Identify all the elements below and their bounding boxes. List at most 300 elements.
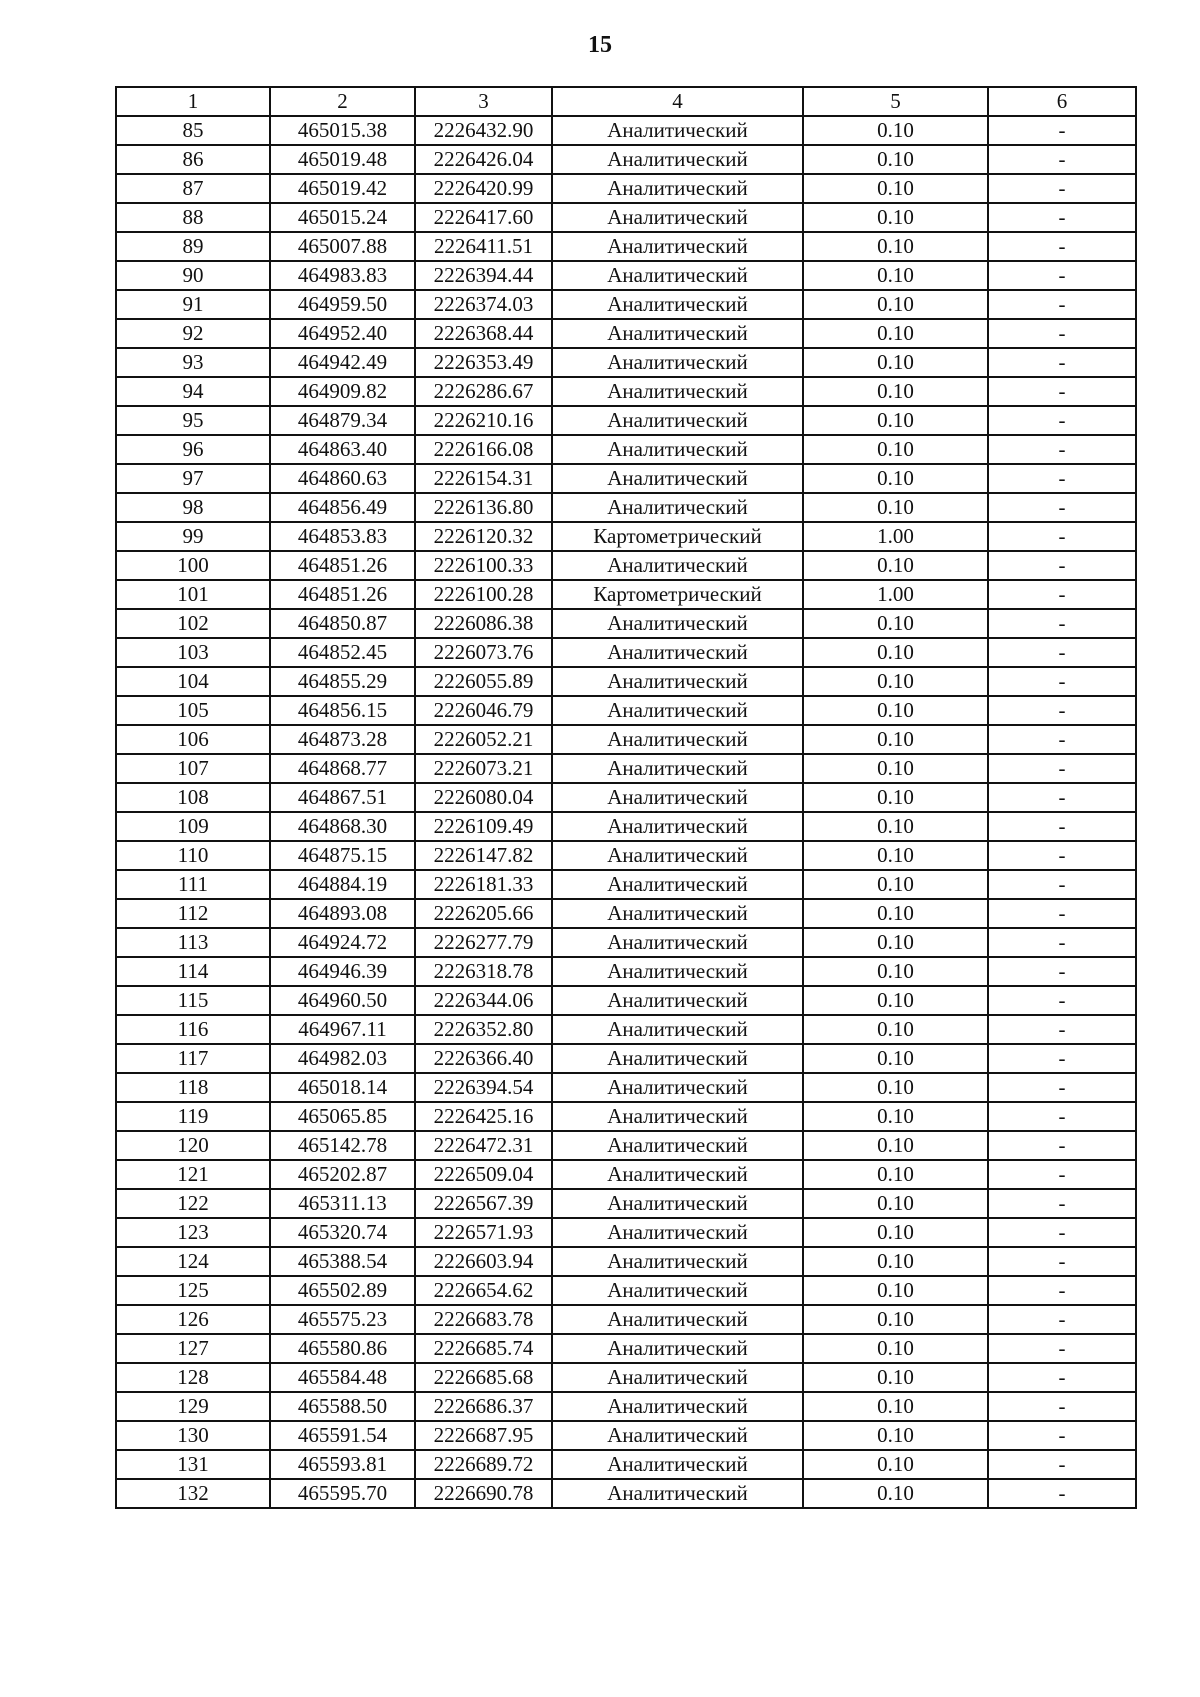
point-number-cell: 108	[116, 783, 270, 812]
note-cell: -	[988, 377, 1136, 406]
x-coordinate-cell: 465065.85	[270, 1102, 415, 1131]
x-coordinate-cell: 465591.54	[270, 1421, 415, 1450]
point-number-cell: 95	[116, 406, 270, 435]
method-cell: Аналитический	[552, 1044, 803, 1073]
table-row	[116, 638, 1136, 667]
x-coordinate-cell: 464868.77	[270, 754, 415, 783]
x-coordinate-cell: 465588.50	[270, 1392, 415, 1421]
y-coordinate-cell: 2226052.21	[415, 725, 552, 754]
method-cell: Аналитический	[552, 1160, 803, 1189]
point-number-cell: 91	[116, 290, 270, 319]
y-coordinate-cell: 2226425.16	[415, 1102, 552, 1131]
accuracy-cell: 0.10	[803, 928, 988, 957]
point-number-cell: 118	[116, 1073, 270, 1102]
table-row	[116, 783, 1136, 812]
point-number-cell: 85	[116, 116, 270, 145]
method-cell: Аналитический	[552, 1392, 803, 1421]
y-coordinate-cell: 2226689.72	[415, 1450, 552, 1479]
note-cell: -	[988, 493, 1136, 522]
x-coordinate-cell: 464942.49	[270, 348, 415, 377]
table-row	[116, 1247, 1136, 1276]
header-cell-1: 1	[116, 87, 270, 116]
x-coordinate-cell: 465388.54	[270, 1247, 415, 1276]
x-coordinate-cell: 464924.72	[270, 928, 415, 957]
y-coordinate-cell: 2226374.03	[415, 290, 552, 319]
y-coordinate-cell: 2226687.95	[415, 1421, 552, 1450]
y-coordinate-cell: 2226277.79	[415, 928, 552, 957]
table-row	[116, 1276, 1136, 1305]
y-coordinate-cell: 2226046.79	[415, 696, 552, 725]
table-row	[116, 232, 1136, 261]
method-cell: Аналитический	[552, 493, 803, 522]
accuracy-cell: 1.00	[803, 522, 988, 551]
note-cell: -	[988, 754, 1136, 783]
x-coordinate-cell: 465015.24	[270, 203, 415, 232]
note-cell: -	[988, 116, 1136, 145]
coordinates-table	[115, 86, 1137, 1509]
table-row	[116, 986, 1136, 1015]
note-cell: -	[988, 435, 1136, 464]
point-number-cell: 92	[116, 319, 270, 348]
point-number-cell: 122	[116, 1189, 270, 1218]
accuracy-cell: 0.10	[803, 1218, 988, 1247]
accuracy-cell: 0.10	[803, 1421, 988, 1450]
y-coordinate-cell: 2226394.54	[415, 1073, 552, 1102]
point-number-cell: 86	[116, 145, 270, 174]
note-cell: -	[988, 841, 1136, 870]
accuracy-cell: 0.10	[803, 638, 988, 667]
method-cell: Аналитический	[552, 783, 803, 812]
accuracy-cell: 0.10	[803, 1276, 988, 1305]
accuracy-cell: 0.10	[803, 319, 988, 348]
point-number-cell: 124	[116, 1247, 270, 1276]
table-row	[116, 1073, 1136, 1102]
table-row	[116, 1102, 1136, 1131]
accuracy-cell: 0.10	[803, 986, 988, 1015]
method-cell: Аналитический	[552, 1363, 803, 1392]
accuracy-cell: 0.10	[803, 899, 988, 928]
table-row	[116, 725, 1136, 754]
point-number-cell: 129	[116, 1392, 270, 1421]
x-coordinate-cell: 465502.89	[270, 1276, 415, 1305]
y-coordinate-cell: 2226073.21	[415, 754, 552, 783]
x-coordinate-cell: 464855.29	[270, 667, 415, 696]
table-body	[116, 116, 1136, 1508]
point-number-cell: 116	[116, 1015, 270, 1044]
table-row	[116, 203, 1136, 232]
y-coordinate-cell: 2226166.08	[415, 435, 552, 464]
accuracy-cell: 0.10	[803, 116, 988, 145]
accuracy-cell: 0.10	[803, 1479, 988, 1508]
note-cell: -	[988, 1421, 1136, 1450]
x-coordinate-cell: 464946.39	[270, 957, 415, 986]
point-number-cell: 114	[116, 957, 270, 986]
point-number-cell: 88	[116, 203, 270, 232]
method-cell: Аналитический	[552, 1015, 803, 1044]
y-coordinate-cell: 2226120.32	[415, 522, 552, 551]
point-number-cell: 111	[116, 870, 270, 899]
table-row	[116, 1015, 1136, 1044]
y-coordinate-cell: 2226318.78	[415, 957, 552, 986]
x-coordinate-cell: 464909.82	[270, 377, 415, 406]
x-coordinate-cell: 465007.88	[270, 232, 415, 261]
x-coordinate-cell: 464851.26	[270, 551, 415, 580]
method-cell: Аналитический	[552, 841, 803, 870]
accuracy-cell: 0.10	[803, 841, 988, 870]
table-row	[116, 522, 1136, 551]
method-cell: Аналитический	[552, 261, 803, 290]
accuracy-cell: 0.10	[803, 1305, 988, 1334]
point-number-cell: 112	[116, 899, 270, 928]
method-cell: Аналитический	[552, 377, 803, 406]
method-cell: Аналитический	[552, 174, 803, 203]
x-coordinate-cell: 464982.03	[270, 1044, 415, 1073]
point-number-cell: 98	[116, 493, 270, 522]
note-cell: -	[988, 696, 1136, 725]
note-cell: -	[988, 1073, 1136, 1102]
point-number-cell: 125	[116, 1276, 270, 1305]
table-row	[116, 1334, 1136, 1363]
accuracy-cell: 0.10	[803, 348, 988, 377]
accuracy-cell: 0.10	[803, 609, 988, 638]
accuracy-cell: 0.10	[803, 783, 988, 812]
x-coordinate-cell: 464853.83	[270, 522, 415, 551]
y-coordinate-cell: 2226109.49	[415, 812, 552, 841]
y-coordinate-cell: 2226690.78	[415, 1479, 552, 1508]
point-number-cell: 89	[116, 232, 270, 261]
y-coordinate-cell: 2226603.94	[415, 1247, 552, 1276]
note-cell: -	[988, 667, 1136, 696]
note-cell: -	[988, 145, 1136, 174]
x-coordinate-cell: 464867.51	[270, 783, 415, 812]
y-coordinate-cell: 2226567.39	[415, 1189, 552, 1218]
header-cell-4: 4	[552, 87, 803, 116]
accuracy-cell: 0.10	[803, 464, 988, 493]
x-coordinate-cell: 464850.87	[270, 609, 415, 638]
note-cell: -	[988, 261, 1136, 290]
y-coordinate-cell: 2226685.74	[415, 1334, 552, 1363]
note-cell: -	[988, 1392, 1136, 1421]
y-coordinate-cell: 2226366.40	[415, 1044, 552, 1073]
method-cell: Аналитический	[552, 667, 803, 696]
header-cell-3: 3	[415, 87, 552, 116]
accuracy-cell: 0.10	[803, 667, 988, 696]
method-cell: Аналитический	[552, 1450, 803, 1479]
accuracy-cell: 0.10	[803, 696, 988, 725]
header-row	[116, 87, 1136, 116]
accuracy-cell: 0.10	[803, 1189, 988, 1218]
method-cell: Аналитический	[552, 1479, 803, 1508]
method-cell: Аналитический	[552, 812, 803, 841]
x-coordinate-cell: 464959.50	[270, 290, 415, 319]
note-cell: -	[988, 1044, 1136, 1073]
x-coordinate-cell: 464873.28	[270, 725, 415, 754]
note-cell: -	[988, 348, 1136, 377]
table-row	[116, 493, 1136, 522]
accuracy-cell: 0.10	[803, 261, 988, 290]
accuracy-cell: 0.10	[803, 145, 988, 174]
accuracy-cell: 0.10	[803, 812, 988, 841]
note-cell: -	[988, 1131, 1136, 1160]
method-cell: Аналитический	[552, 928, 803, 957]
table-row	[116, 1305, 1136, 1334]
method-cell: Аналитический	[552, 116, 803, 145]
note-cell: -	[988, 1189, 1136, 1218]
point-number-cell: 96	[116, 435, 270, 464]
table-row	[116, 1160, 1136, 1189]
method-cell: Аналитический	[552, 609, 803, 638]
point-number-cell: 99	[116, 522, 270, 551]
table-row	[116, 1044, 1136, 1073]
note-cell: -	[988, 464, 1136, 493]
y-coordinate-cell: 2226394.44	[415, 261, 552, 290]
table-row	[116, 696, 1136, 725]
note-cell: -	[988, 232, 1136, 261]
accuracy-cell: 0.10	[803, 1073, 988, 1102]
table-row	[116, 290, 1136, 319]
accuracy-cell: 0.10	[803, 551, 988, 580]
point-number-cell: 109	[116, 812, 270, 841]
method-cell: Аналитический	[552, 696, 803, 725]
accuracy-cell: 0.10	[803, 1131, 988, 1160]
accuracy-cell: 0.10	[803, 1015, 988, 1044]
method-cell: Аналитический	[552, 435, 803, 464]
table-row	[116, 406, 1136, 435]
table-row	[116, 580, 1136, 609]
point-number-cell: 101	[116, 580, 270, 609]
accuracy-cell: 0.10	[803, 203, 988, 232]
accuracy-cell: 0.10	[803, 1160, 988, 1189]
y-coordinate-cell: 2226417.60	[415, 203, 552, 232]
x-coordinate-cell: 464875.15	[270, 841, 415, 870]
y-coordinate-cell: 2226683.78	[415, 1305, 552, 1334]
table-row	[116, 1218, 1136, 1247]
x-coordinate-cell: 464884.19	[270, 870, 415, 899]
note-cell: -	[988, 1218, 1136, 1247]
accuracy-cell: 0.10	[803, 435, 988, 464]
table-row	[116, 551, 1136, 580]
point-number-cell: 104	[116, 667, 270, 696]
y-coordinate-cell: 2226432.90	[415, 116, 552, 145]
method-cell: Аналитический	[552, 1073, 803, 1102]
method-cell: Аналитический	[552, 638, 803, 667]
point-number-cell: 119	[116, 1102, 270, 1131]
note-cell: -	[988, 1015, 1136, 1044]
method-cell: Аналитический	[552, 551, 803, 580]
point-number-cell: 110	[116, 841, 270, 870]
x-coordinate-cell: 464967.11	[270, 1015, 415, 1044]
y-coordinate-cell: 2226571.93	[415, 1218, 552, 1247]
method-cell: Аналитический	[552, 290, 803, 319]
method-cell: Аналитический	[552, 232, 803, 261]
point-number-cell: 127	[116, 1334, 270, 1363]
x-coordinate-cell: 464983.83	[270, 261, 415, 290]
method-cell: Аналитический	[552, 754, 803, 783]
note-cell: -	[988, 319, 1136, 348]
y-coordinate-cell: 2226080.04	[415, 783, 552, 812]
header-cell-2: 2	[270, 87, 415, 116]
method-cell: Аналитический	[552, 1218, 803, 1247]
y-coordinate-cell: 2226686.37	[415, 1392, 552, 1421]
method-cell: Картометрический	[552, 580, 803, 609]
point-number-cell: 131	[116, 1450, 270, 1479]
y-coordinate-cell: 2226055.89	[415, 667, 552, 696]
table-row	[116, 1450, 1136, 1479]
table-row	[116, 145, 1136, 174]
point-number-cell: 128	[116, 1363, 270, 1392]
accuracy-cell: 1.00	[803, 580, 988, 609]
x-coordinate-cell: 465320.74	[270, 1218, 415, 1247]
x-coordinate-cell: 464860.63	[270, 464, 415, 493]
y-coordinate-cell: 2226147.82	[415, 841, 552, 870]
y-coordinate-cell: 2226205.66	[415, 899, 552, 928]
x-coordinate-cell: 464960.50	[270, 986, 415, 1015]
method-cell: Аналитический	[552, 464, 803, 493]
table-row	[116, 870, 1136, 899]
point-number-cell: 87	[116, 174, 270, 203]
note-cell: -	[988, 174, 1136, 203]
note-cell: -	[988, 899, 1136, 928]
note-cell: -	[988, 1276, 1136, 1305]
table-row	[116, 754, 1136, 783]
point-number-cell: 121	[116, 1160, 270, 1189]
y-coordinate-cell: 2226210.16	[415, 406, 552, 435]
y-coordinate-cell: 2226154.31	[415, 464, 552, 493]
x-coordinate-cell: 465595.70	[270, 1479, 415, 1508]
point-number-cell: 117	[116, 1044, 270, 1073]
method-cell: Аналитический	[552, 1131, 803, 1160]
method-cell: Аналитический	[552, 1421, 803, 1450]
y-coordinate-cell: 2226073.76	[415, 638, 552, 667]
y-coordinate-cell: 2226472.31	[415, 1131, 552, 1160]
accuracy-cell: 0.10	[803, 493, 988, 522]
table-row	[116, 957, 1136, 986]
x-coordinate-cell: 464863.40	[270, 435, 415, 464]
coordinates-table-container	[115, 86, 1135, 1509]
note-cell: -	[988, 725, 1136, 754]
note-cell: -	[988, 1450, 1136, 1479]
table-row	[116, 319, 1136, 348]
table-row	[116, 928, 1136, 957]
note-cell: -	[988, 928, 1136, 957]
method-cell: Картометрический	[552, 522, 803, 551]
x-coordinate-cell: 465018.14	[270, 1073, 415, 1102]
point-number-cell: 130	[116, 1421, 270, 1450]
method-cell: Аналитический	[552, 1247, 803, 1276]
accuracy-cell: 0.10	[803, 870, 988, 899]
y-coordinate-cell: 2226368.44	[415, 319, 552, 348]
table-row	[116, 261, 1136, 290]
y-coordinate-cell: 2226426.04	[415, 145, 552, 174]
y-coordinate-cell: 2226181.33	[415, 870, 552, 899]
x-coordinate-cell: 465584.48	[270, 1363, 415, 1392]
point-number-cell: 123	[116, 1218, 270, 1247]
accuracy-cell: 0.10	[803, 1334, 988, 1363]
note-cell: -	[988, 1305, 1136, 1334]
y-coordinate-cell: 2226136.80	[415, 493, 552, 522]
x-coordinate-cell: 465019.48	[270, 145, 415, 174]
x-coordinate-cell: 464893.08	[270, 899, 415, 928]
point-number-cell: 132	[116, 1479, 270, 1508]
x-coordinate-cell: 465311.13	[270, 1189, 415, 1218]
note-cell: -	[988, 957, 1136, 986]
x-coordinate-cell: 464868.30	[270, 812, 415, 841]
y-coordinate-cell: 2226654.62	[415, 1276, 552, 1305]
accuracy-cell: 0.10	[803, 1247, 988, 1276]
point-number-cell: 120	[116, 1131, 270, 1160]
point-number-cell: 103	[116, 638, 270, 667]
point-number-cell: 93	[116, 348, 270, 377]
table-row	[116, 464, 1136, 493]
method-cell: Аналитический	[552, 145, 803, 174]
x-coordinate-cell: 464851.26	[270, 580, 415, 609]
method-cell: Аналитический	[552, 1305, 803, 1334]
method-cell: Аналитический	[552, 319, 803, 348]
y-coordinate-cell: 2226286.67	[415, 377, 552, 406]
method-cell: Аналитический	[552, 957, 803, 986]
note-cell: -	[988, 1334, 1136, 1363]
point-number-cell: 107	[116, 754, 270, 783]
method-cell: Аналитический	[552, 348, 803, 377]
table-row	[116, 1189, 1136, 1218]
point-number-cell: 94	[116, 377, 270, 406]
point-number-cell: 126	[116, 1305, 270, 1334]
y-coordinate-cell: 2226353.49	[415, 348, 552, 377]
note-cell: -	[988, 812, 1136, 841]
point-number-cell: 106	[116, 725, 270, 754]
accuracy-cell: 0.10	[803, 1450, 988, 1479]
method-cell: Аналитический	[552, 1102, 803, 1131]
page-number: 15	[588, 32, 612, 58]
method-cell: Аналитический	[552, 725, 803, 754]
table-row	[116, 348, 1136, 377]
accuracy-cell: 0.10	[803, 957, 988, 986]
accuracy-cell: 0.10	[803, 377, 988, 406]
x-coordinate-cell: 465593.81	[270, 1450, 415, 1479]
table-row	[116, 841, 1136, 870]
x-coordinate-cell: 464879.34	[270, 406, 415, 435]
table-row	[116, 1479, 1136, 1508]
x-coordinate-cell: 464952.40	[270, 319, 415, 348]
y-coordinate-cell: 2226352.80	[415, 1015, 552, 1044]
header-cell-6: 6	[988, 87, 1136, 116]
note-cell: -	[988, 522, 1136, 551]
x-coordinate-cell: 465015.38	[270, 116, 415, 145]
method-cell: Аналитический	[552, 1276, 803, 1305]
accuracy-cell: 0.10	[803, 754, 988, 783]
accuracy-cell: 0.10	[803, 290, 988, 319]
header-cell-5: 5	[803, 87, 988, 116]
point-number-cell: 102	[116, 609, 270, 638]
table-row	[116, 1131, 1136, 1160]
table-row	[116, 1363, 1136, 1392]
accuracy-cell: 0.10	[803, 232, 988, 261]
x-coordinate-cell: 464856.15	[270, 696, 415, 725]
y-coordinate-cell: 2226420.99	[415, 174, 552, 203]
note-cell: -	[988, 1102, 1136, 1131]
y-coordinate-cell: 2226100.33	[415, 551, 552, 580]
x-coordinate-cell: 464856.49	[270, 493, 415, 522]
note-cell: -	[988, 986, 1136, 1015]
accuracy-cell: 0.10	[803, 1102, 988, 1131]
note-cell: -	[988, 1160, 1136, 1189]
table-row	[116, 116, 1136, 145]
y-coordinate-cell: 2226685.68	[415, 1363, 552, 1392]
table-row	[116, 1421, 1136, 1450]
point-number-cell: 90	[116, 261, 270, 290]
x-coordinate-cell: 465580.86	[270, 1334, 415, 1363]
note-cell: -	[988, 551, 1136, 580]
